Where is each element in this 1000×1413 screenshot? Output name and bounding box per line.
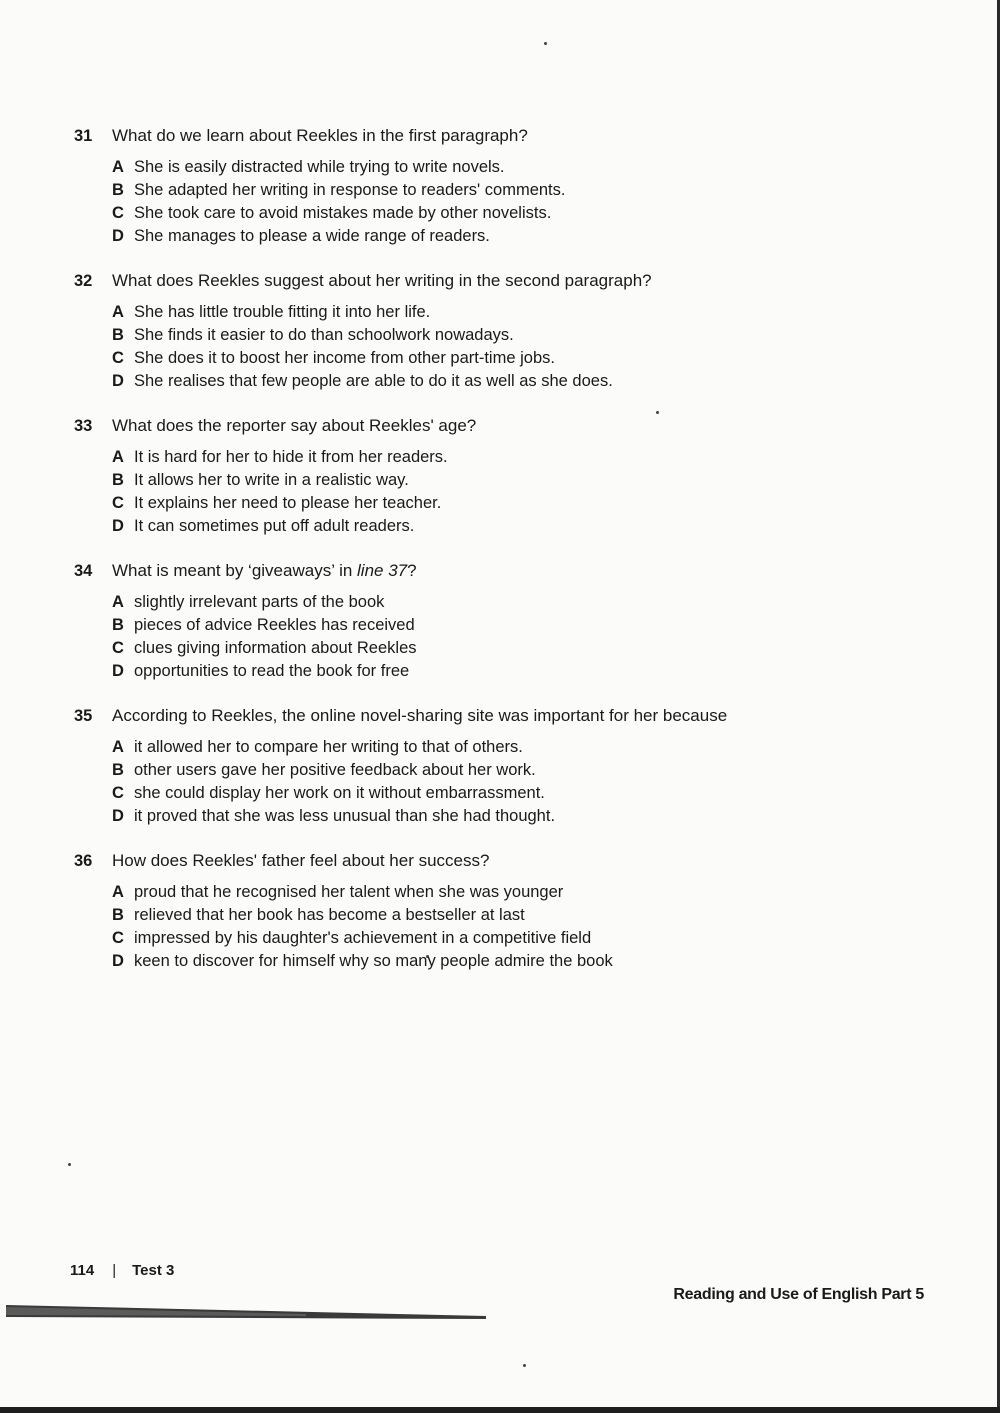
option-text: She has little trouble fitting it into her life. <box>134 303 431 321</box>
question-text: What does the reporter say about Reekles' age? <box>112 416 477 435</box>
option-text: proud that he recognised her talent when she was younger <box>134 883 564 901</box>
option-a[interactable] <box>112 591 954 614</box>
option-a[interactable] <box>112 881 954 904</box>
option-d[interactable] <box>112 370 954 393</box>
option-text: other users gave her positive feedback about her work. <box>134 761 536 779</box>
question-text: What do we learn about Reekles in the first paragraph? <box>112 126 528 145</box>
question-text-end: ? <box>407 561 417 580</box>
option-b[interactable] <box>112 179 954 202</box>
option-text: She does it to boost her income from other part-time jobs. <box>134 349 555 367</box>
option-letter: B <box>112 181 124 199</box>
question-text-start: What is meant by ‘giveaways’ in <box>112 561 358 580</box>
question-31 <box>74 124 954 248</box>
scan-speck <box>523 1364 526 1367</box>
option-text: She took care to avoid mistakes made by other novelists. <box>134 204 552 222</box>
option-letter: C <box>112 349 124 367</box>
option-d[interactable] <box>112 805 954 828</box>
question-number: 33 <box>74 417 93 435</box>
option-a[interactable] <box>112 301 954 324</box>
question-text: How does Reekles' father feel about her success? <box>112 851 490 870</box>
option-text: slightly irrelevant parts of the book <box>134 593 385 611</box>
option-text: it allowed her to compare her writing to that of others. <box>134 738 523 756</box>
option-d[interactable] <box>112 660 954 683</box>
option-letter: A <box>112 158 124 176</box>
option-letter: D <box>112 517 124 535</box>
question-text: What does Reekles suggest about her writing in the second paragraph? <box>112 271 652 290</box>
option-text: It is hard for her to hide it from her readers. <box>134 448 448 466</box>
scan-edge-bottom <box>0 1407 1000 1413</box>
option-letter: D <box>112 952 124 970</box>
option-c[interactable] <box>112 347 954 370</box>
option-text: It explains her need to please her teacher. <box>134 494 442 512</box>
option-letter: C <box>112 204 124 222</box>
question-36 <box>74 849 954 973</box>
scan-speck <box>544 42 547 45</box>
option-c[interactable] <box>112 637 954 660</box>
question-number: 35 <box>74 707 93 725</box>
footer-rule-bar <box>6 1303 486 1323</box>
question-34 <box>74 559 954 683</box>
option-c[interactable] <box>112 202 954 225</box>
option-d[interactable] <box>112 950 954 973</box>
option-letter: C <box>112 784 124 802</box>
option-letter: A <box>112 303 124 321</box>
option-c[interactable] <box>112 927 954 950</box>
question-list <box>74 124 954 994</box>
question-text <box>112 559 954 583</box>
option-b[interactable] <box>112 614 954 637</box>
question-number: 32 <box>74 272 93 290</box>
option-letter: A <box>112 883 124 901</box>
question-number: 31 <box>74 127 93 145</box>
option-a[interactable] <box>112 446 954 469</box>
option-text: It allows her to write in a realistic way. <box>134 471 409 489</box>
option-c[interactable] <box>112 492 954 515</box>
option-letter: D <box>112 807 124 825</box>
question-number: 34 <box>74 562 93 580</box>
page-number: 114 <box>70 1262 95 1279</box>
option-letter: B <box>112 326 124 344</box>
option-b[interactable] <box>112 469 954 492</box>
option-letter: C <box>112 639 124 657</box>
question-32 <box>74 269 954 393</box>
question-35 <box>74 704 954 828</box>
option-letter: D <box>112 372 124 390</box>
option-text: She manages to please a wide range of readers. <box>134 227 490 245</box>
option-letter: B <box>112 616 124 634</box>
option-text: She realises that few people are able to do it as well as she does. <box>134 372 613 390</box>
option-text: She finds it easier to do than schoolwork nowadays. <box>134 326 514 344</box>
option-a[interactable] <box>112 156 954 179</box>
test-label: Test 3 <box>132 1262 175 1279</box>
option-text: She is easily distracted while trying to write novels. <box>134 158 505 176</box>
option-d[interactable] <box>112 515 954 538</box>
option-text: clues giving information about Reekles <box>134 639 417 657</box>
option-letter: A <box>112 593 124 611</box>
footer-separator: | <box>112 1262 117 1279</box>
option-a[interactable] <box>112 736 954 759</box>
option-text: pieces of advice Reekles has received <box>134 616 415 634</box>
option-text: She adapted her writing in response to readers' comments. <box>134 181 566 199</box>
option-b[interactable] <box>112 759 954 782</box>
option-letter: C <box>112 929 124 947</box>
option-letter: B <box>112 761 124 779</box>
option-b[interactable] <box>112 324 954 347</box>
option-text: it proved that she was less unusual than she had thought. <box>134 807 556 825</box>
option-letter: D <box>112 227 124 245</box>
option-d[interactable] <box>112 225 954 248</box>
option-letter: D <box>112 662 124 680</box>
question-text: According to Reekles, the online novel-sharing site was important for her because <box>112 706 728 725</box>
option-text: she could display her work on it without embarrassment. <box>134 784 545 802</box>
option-text: relieved that her book has become a bestseller at last <box>134 906 525 924</box>
footer-page-info <box>70 1262 174 1279</box>
option-letter: B <box>112 471 124 489</box>
option-text: It can sometimes put off adult readers. <box>134 517 415 535</box>
option-text: opportunities to read the book for free <box>134 662 410 680</box>
option-letter: B <box>112 906 124 924</box>
option-letter: C <box>112 494 124 512</box>
question-number: 36 <box>74 852 93 870</box>
scan-speck <box>68 1163 71 1166</box>
option-letter: A <box>112 738 124 756</box>
option-text: impressed by his daughter's achievement in a competitive field <box>134 929 592 947</box>
section-label: Reading and Use of English Part 5 <box>673 1286 924 1303</box>
question-33 <box>74 414 954 538</box>
option-b[interactable] <box>112 904 954 927</box>
line-reference: line 37 <box>357 561 408 580</box>
option-letter: A <box>112 448 124 466</box>
option-c[interactable] <box>112 782 954 805</box>
option-text: keen to discover for himself why so many people admire the book <box>134 952 613 970</box>
